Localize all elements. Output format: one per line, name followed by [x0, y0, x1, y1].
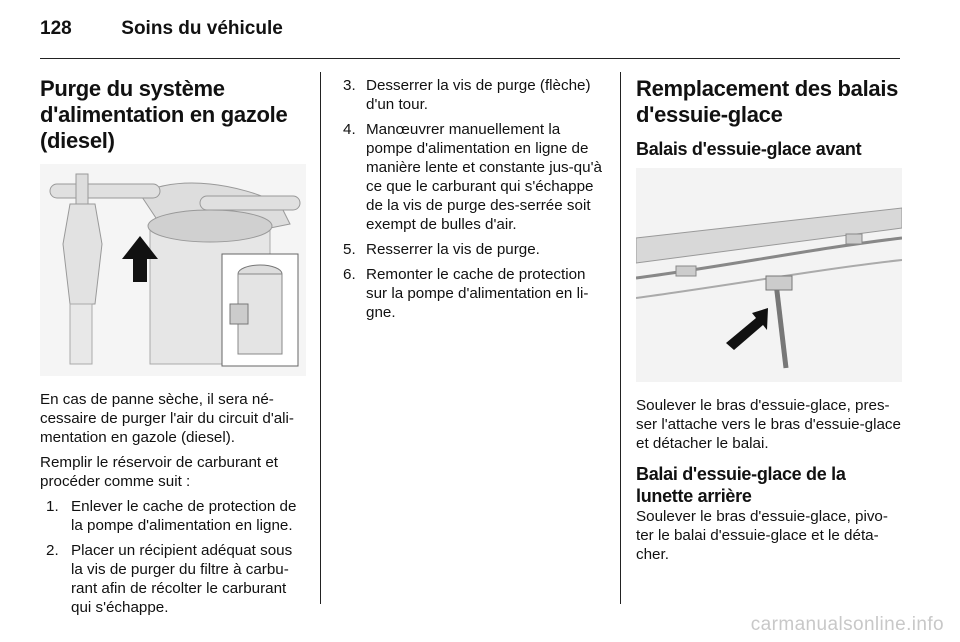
steps-list: [343, 76, 606, 322]
fuel-filter-purge-icon: [40, 164, 306, 376]
subsection-heading: Balai d'essuie-glace de la lunette arrière: [636, 464, 846, 506]
list-item: [343, 265, 606, 322]
subsection-heading: Balais d'essuie-glace avant: [636, 139, 862, 159]
step-number: 4.: [343, 121, 356, 138]
column-3: [636, 76, 904, 570]
steps-list: [40, 497, 306, 617]
step-text: Enlever le cache de protection de la pompe d'alimentation en ligne.: [71, 498, 297, 534]
section-heading: Purge du système d'alimentation en gazole (diesel): [40, 76, 288, 153]
list-item: [46, 541, 306, 617]
fuel-filter-figure: [40, 164, 306, 376]
section-title: Soins du véhicule: [121, 18, 283, 39]
step-text: Placer un récipient adéquat sous la vis de purger du filtre à carbu-rant afin de récolter le carburant qui s'échappe.: [71, 542, 293, 616]
front-wiper-instructions: Soulever le bras d'essuie-glace, pres-ser l'attache vers le bras d'essuie-glace et détacher le balai.: [636, 397, 901, 452]
step-text: Resserrer la vis de purge.: [366, 241, 540, 258]
watermark: carmanualsonline.info: [750, 614, 944, 635]
wiper-blade-icon: [636, 168, 902, 382]
page-header: [40, 18, 283, 40]
column-divider: [320, 72, 321, 604]
list-item: [343, 76, 606, 114]
step-text: Remonter le cache de protection sur la pompe d'alimentation en li-gne.: [366, 266, 589, 321]
page-number: 128: [40, 18, 72, 39]
section-heading: Remplacement des balais d'essuie-glace: [636, 76, 899, 127]
column-2: [343, 76, 606, 328]
step-number: 5.: [343, 241, 356, 258]
step-number: 2.: [46, 542, 59, 559]
list-item: [46, 497, 306, 535]
step-text: Desserrer la vis de purge (flèche) d'un tour.: [366, 77, 591, 113]
column-1: [40, 76, 306, 623]
header-rule: [40, 58, 900, 59]
wiper-blade-figure: [636, 168, 902, 382]
rear-wiper-instructions: Soulever le bras d'essuie-glace, pivo-ter le balai d'essuie-glace et le déta-cher.: [636, 508, 888, 563]
list-item: [343, 240, 606, 259]
procedure-intro: Remplir le réservoir de carburant et procéder comme suit :: [40, 454, 279, 490]
step-text: Manœuvrer manuellement la pompe d'alimentation en ligne de manière lente et constante jus-qu'à ce que le carburant qui s'échappe de la vis de purge des-serrée soit exempt de bulles d'air.: [366, 121, 602, 233]
step-number: 6.: [343, 266, 356, 283]
list-item: [343, 120, 606, 234]
step-number: 3.: [343, 77, 356, 94]
intro-paragraph: En cas de panne sèche, il sera né-cessaire de purger l'air du circuit d'ali-mentation en gazole (diesel).: [40, 391, 294, 446]
step-number: 1.: [46, 498, 59, 515]
column-divider: [620, 72, 621, 604]
